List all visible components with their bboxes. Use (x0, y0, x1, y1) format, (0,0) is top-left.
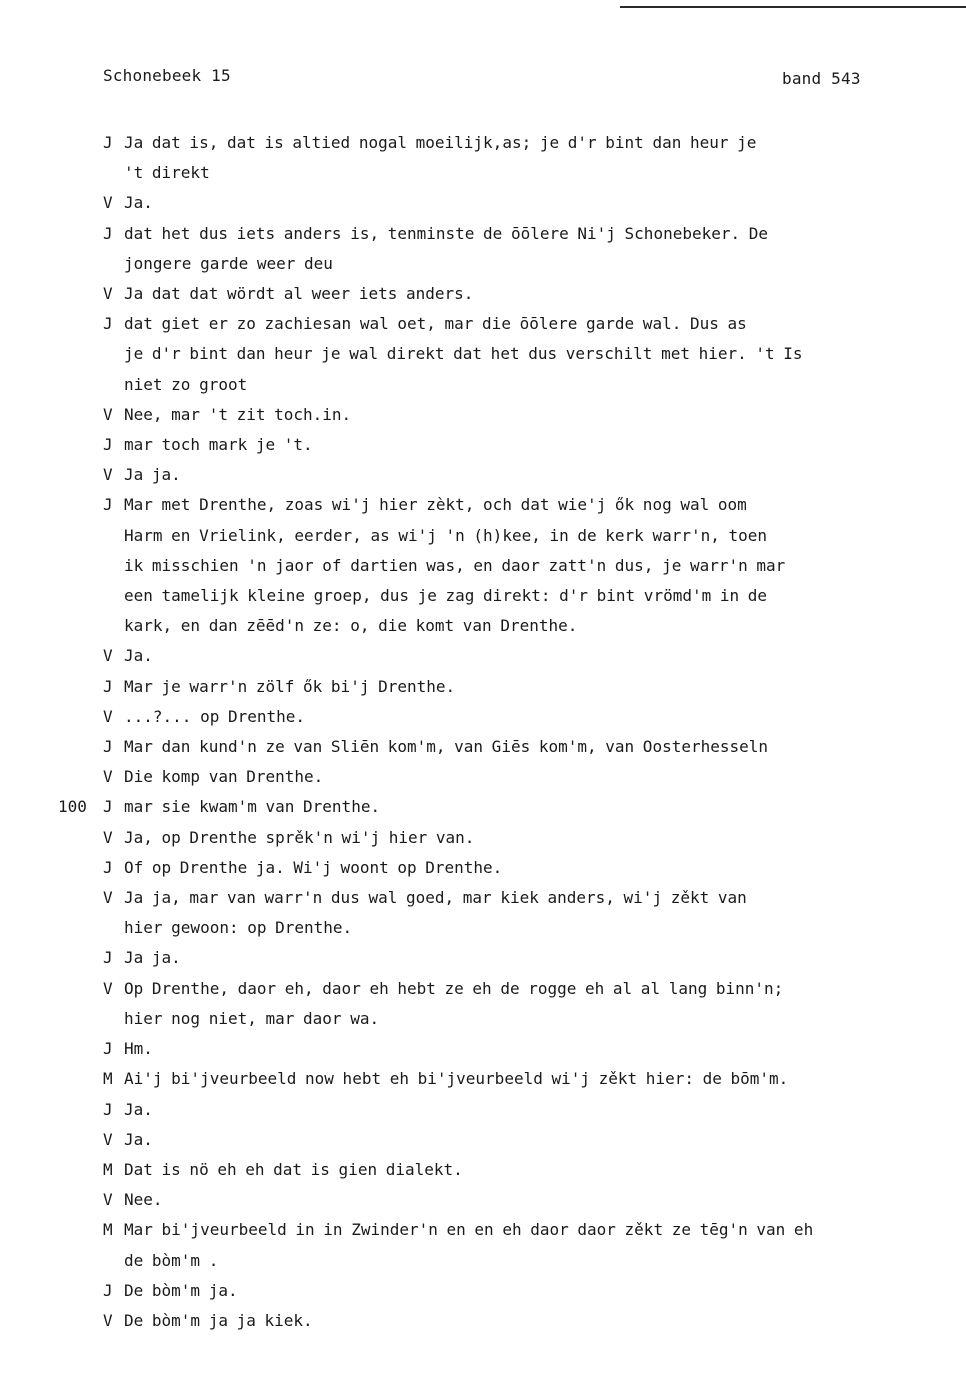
utterance-line: Ja. (124, 193, 153, 213)
utterance-line: Ja ja. (124, 465, 181, 485)
transcript-entry (0, 430, 966, 460)
speaker-label: J (103, 676, 113, 696)
utterance-line: Hm. (124, 1039, 153, 1059)
transcript-entry (0, 1276, 966, 1306)
utterance-line: kark, en dan zēēd'n ze: o, die komt van Drenthe. (124, 616, 578, 636)
transcript-entry (0, 128, 966, 188)
utterance-line: De bòm'm ja. (124, 1280, 238, 1300)
speaker-label: V (103, 193, 113, 213)
speaker-label: V (103, 767, 113, 787)
transcript-entry (0, 702, 966, 732)
transcript-entry (0, 188, 966, 218)
utterance-text (124, 219, 924, 279)
transcript-entry (0, 309, 966, 400)
utterance-text (124, 883, 924, 943)
transcript-entry (0, 400, 966, 430)
speaker-label: J (103, 1280, 113, 1300)
utterance-line: Ja, op Drenthe sprěk'n wi'j hier van. (124, 827, 475, 847)
utterance-text (124, 188, 924, 218)
speaker-label: V (103, 1310, 113, 1330)
utterance-text (124, 823, 924, 853)
document-title: Schonebeek 15 (103, 66, 231, 85)
utterance-text (124, 1276, 924, 1306)
utterance-line: Mar dan kund'n ze van Sliēn kom'm, van Giēs kom'm, van Oosterhesseln (124, 737, 769, 757)
top-rule-divider (620, 6, 966, 8)
utterance-text (124, 1185, 924, 1215)
transcript-entry (0, 279, 966, 309)
utterance-line: 't direkt (124, 163, 210, 183)
utterance-text (124, 672, 924, 702)
speaker-label: J (103, 435, 113, 455)
speaker-label: V (103, 465, 113, 485)
transcript-entry (0, 641, 966, 671)
transcript-entry (0, 762, 966, 792)
speaker-label: J (103, 223, 113, 243)
transcript-entry (0, 1185, 966, 1215)
transcript-entry (0, 792, 966, 822)
transcript-entry (0, 1034, 966, 1064)
speaker-label: J (103, 314, 113, 334)
speaker-label: V (103, 1129, 113, 1149)
speaker-label: V (103, 646, 113, 666)
utterance-line: Op Drenthe, daor eh, daor eh hebt ze eh de rogge eh al al lang binn'n; (124, 978, 784, 998)
utterance-text (124, 279, 924, 309)
utterance-line: De bòm'm ja ja kiek. (124, 1310, 313, 1330)
speaker-label: J (103, 1039, 113, 1059)
utterance-line: Ja dat dat wördt al weer iets anders. (124, 284, 474, 304)
transcript (0, 128, 966, 1336)
utterance-line: hier nog niet, mar daor wa. (124, 1008, 380, 1028)
utterance-text (124, 732, 924, 762)
transcript-entry (0, 732, 966, 762)
utterance-text (124, 641, 924, 671)
utterance-line: Ja. (124, 646, 153, 666)
transcript-entry (0, 672, 966, 702)
speaker-label: M (103, 1159, 113, 1179)
utterance-text (124, 490, 924, 641)
transcript-entry (0, 853, 966, 883)
speaker-label: M (103, 1220, 113, 1240)
utterance-text (124, 400, 924, 430)
utterance-text (124, 1034, 924, 1064)
speaker-label: V (103, 1190, 113, 1210)
utterance-line: ...?... op Drenthe. (124, 706, 306, 726)
utterance-line: Ja. (124, 1099, 153, 1119)
utterance-text (124, 1064, 924, 1094)
transcript-entry (0, 1306, 966, 1336)
utterance-line: hier gewoon: op Drenthe. (124, 918, 353, 938)
speaker-label: J (103, 797, 113, 817)
utterance-line: mar sie kwam'm van Drenthe. (124, 797, 381, 817)
transcript-entry (0, 943, 966, 973)
transcript-entry (0, 490, 966, 641)
speaker-label: V (103, 284, 113, 304)
tape-number: band 543 (782, 69, 861, 88)
utterance-line: niet zo groot (124, 374, 248, 394)
utterance-text (124, 702, 924, 732)
transcript-entry (0, 460, 966, 490)
speaker-label: J (103, 495, 113, 515)
transcript-entry (0, 1215, 966, 1275)
line-number: 100 (58, 797, 87, 817)
utterance-text (124, 1125, 924, 1155)
transcript-entry (0, 219, 966, 279)
speaker-label: V (103, 978, 113, 998)
utterance-text (124, 309, 924, 400)
speaker-label: M (103, 1069, 113, 1089)
utterance-line: de bòm'm . (124, 1250, 219, 1270)
utterance-line: Ja dat is, dat is altied nogal moeilijk,as; je d'r bint dan heur je (124, 133, 757, 152)
utterance-line: Nee. (124, 1190, 163, 1210)
utterance-line: Mar bi'jveurbeeld in in Zwinder'n en en eh daor daor zěkt ze tēg'n van eh (124, 1220, 814, 1240)
utterance-line: dat giet er zo zachiesan wal oet, mar die ōōlere garde wal. Dus as (124, 314, 747, 334)
utterance-line: Dat is nö eh eh dat is gien dialekt. (124, 1159, 463, 1179)
utterance-text (124, 853, 924, 883)
speaker-label: V (103, 404, 113, 424)
speaker-label: J (103, 1099, 113, 1119)
utterance-line: je d'r bint dan heur je wal direkt dat het dus verschilt met hier. 't Is (124, 344, 803, 364)
utterance-text (124, 974, 924, 1034)
utterance-text (124, 1155, 924, 1185)
utterance-line: mar toch mark je 't. (124, 435, 313, 455)
utterance-line: een tamelijk kleine groep, dus je zag direkt: d'r bint vrömd'm in de (124, 586, 768, 606)
utterance-line: dat het dus iets anders is, tenminste de ōōlere Ni'j Schonebeker. De (124, 223, 769, 243)
utterance-text (124, 1215, 924, 1275)
transcript-entry (0, 1095, 966, 1125)
utterance-text (124, 1095, 924, 1125)
transcript-entry (0, 823, 966, 853)
speaker-label: J (103, 948, 113, 968)
speaker-label: J (103, 133, 113, 152)
utterance-text (124, 430, 924, 460)
transcript-entry (0, 1125, 966, 1155)
speaker-label: J (103, 737, 113, 757)
utterance-text (124, 128, 924, 188)
speaker-label: V (103, 827, 113, 847)
speaker-label: V (103, 888, 113, 908)
utterance-text (124, 762, 924, 792)
utterance-text (124, 460, 924, 490)
utterance-text (124, 1306, 924, 1336)
utterance-text (124, 792, 924, 822)
transcript-entry (0, 1155, 966, 1185)
utterance-line: jongere garde weer deu (124, 253, 333, 273)
utterance-line: Die komp van Drenthe. (124, 767, 324, 787)
utterance-line: Ja ja, mar van warr'n dus wal goed, mar kiek anders, wi'j zěkt van (124, 888, 747, 908)
speaker-label: J (103, 857, 113, 877)
utterance-line: Harm en Vrielink, eerder, as wi'j 'n (h)kee, in de kerk warr'n, toen (124, 525, 768, 545)
utterance-line: ik misschien 'n jaor of dartien was, en daor zatt'n dus, je warr'n mar (124, 555, 786, 575)
utterance-line: Mar met Drenthe, zoas wi'j hier zèkt, och dat wie'j ők nog wal oom (124, 495, 747, 515)
utterance-line: Ja. (124, 1129, 153, 1149)
utterance-line: Of op Drenthe ja. Wi'j woont op Drenthe. (124, 857, 503, 877)
utterance-text (124, 943, 924, 973)
utterance-line: Ai'j bi'jveurbeeld now hebt eh bi'jveurbeeld wi'j zěkt hier: de bōm'm. (124, 1069, 789, 1089)
transcript-entry (0, 883, 966, 943)
transcript-entry (0, 974, 966, 1034)
utterance-line: Ja ja. (124, 948, 181, 968)
transcript-entry (0, 1064, 966, 1094)
speaker-label: V (103, 706, 113, 726)
utterance-line: Mar je warr'n zölf ők bi'j Drenthe. (124, 676, 456, 696)
utterance-line: Nee, mar 't zit toch.in. (124, 404, 352, 424)
